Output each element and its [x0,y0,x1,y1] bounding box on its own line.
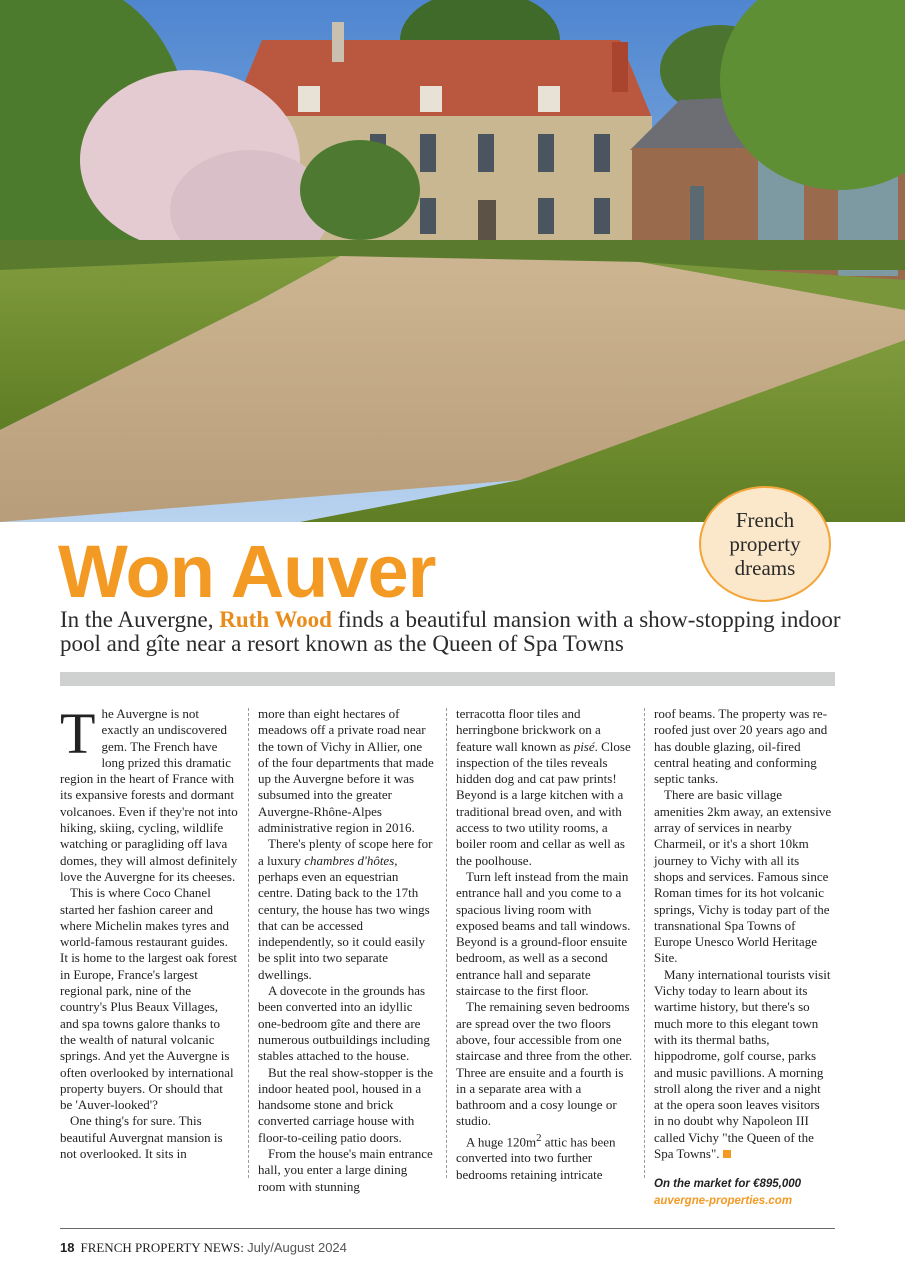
body-paragraph: There are basic village amenities 2km away, an extensive array of services in nearby Charmeil, or it's a short 10km journey to Vichy with all its shops and services. Famous since Roman times for its hot volcanic springs, Vichy is today part of the transnational Spa Towns of Europe Unesco World Heritage Site. [654,787,832,966]
column-separator [644,708,645,1178]
page-footer [60,1239,347,1257]
body-paragraph: Turn left instead from the main entrance hall and you come to a spacious living room with exposed beams and tall windows. Beyond is a ground-floor ensuite bedroom, as well as a second entrance hall and separate staircase to the first floor. [456,868,631,999]
badge-text: French property dreams [729,508,801,580]
body-paragraph: This is where Coco Chanel started her fashion career and where Michelin makes tyres and world-famous restaurant guides. It is home to the largest oak forest in Europe, France's largest regional park, nine of the country's Plus Beaux Villages, and spa towns galore thanks to the wealth of natural volcanic springs. And yet the Auvergne is often overlooked by international property buyers. Or should that be 'Auver-looked'? [60,885,238,1113]
page-number: 18 [60,1240,75,1255]
italic-term: pisé [573,738,595,754]
standfirst-after: finds a beautiful mansion with a show-stopping indoor pool and gîte near a resort known as the Queen of Spa Towns [60,607,841,656]
magazine-name: FRENCH PROPERTY NEWS: [80,1240,244,1255]
body-column-3 [456,706,634,1183]
section-badge [699,486,831,602]
body-column-1 [60,701,238,1162]
paragraph-text: terracotta floor tiles and herringbone brickwork on a feature wall known as [456,706,601,754]
body-paragraph [258,836,436,983]
body-paragraph [456,706,634,869]
header-divider [60,672,835,686]
body-paragraph: The remaining seven bedrooms are spread over the two floors above, four accessible from one staircase and three from the other. Three are ensuite and a fourth is in a separate area with a bathroom and a cosy lounge or studio. [456,999,633,1129]
body-paragraph [654,967,832,1163]
paragraph-text: Many international tourists visit Vichy today to learn about its wartime history, but there's so much more to this elegant town with its thermal baths, hippodrome, golf course, parks and music pavillions. A morning stroll along the river and a night at the opera soon leaves visitors in no doubt why Napoleon III called Vichy "the Queen of the Spa Towns". [654,966,831,1162]
body-paragraph: roof beams. The property was re-roofed just over 20 years ago and has double glazing, oil-fired central heating and conforming septic tanks. [654,706,828,787]
hero-photo [0,0,905,522]
manor-house-photo [0,0,905,522]
paragraph-text: he Auvergne is not exactly an undiscovered gem. The French have long prized this dramatic region in the heart of France with its expansive forests and dormant volcanoes. Even if they're not into hiking, skiing, cycling, wildlife watching or paragliding off lava domes, they will almost definitely love the Auvergne for its cheeses. [60,706,238,884]
article-headline: Won Auver [58,530,436,613]
end-mark-icon [723,1150,731,1158]
body-paragraph: But the real show-stopper is the indoor heated pool, housed in a handsome stone and brick converted carriage house with floor-to-ceiling patio doors. [258,1064,433,1145]
standfirst [60,608,850,656]
author-name: Ruth Wood [219,607,332,632]
paragraph-text: attic has been converted into two further bedrooms retaining intricate [456,1134,616,1182]
paragraph-text: There's plenty of scope here for a luxury [258,836,433,868]
body-paragraph [60,701,238,885]
body-paragraph: One thing's for sure. This beautiful Auvergnat mansion is not overlooked. It sits in [60,1113,223,1162]
market-price: On the market for €895,000 [654,1178,802,1191]
body-paragraph [456,1130,634,1183]
agent-website-link[interactable]: auvergne-properties.com [654,1194,793,1207]
body-paragraph: A dovecote in the grounds has been converted into an idyllic one-bedroom gîte and there are numerous outbuildings including stables attached to the house. [258,983,430,1064]
drop-cap: T [60,701,96,766]
body-column-2 [258,706,436,1195]
paragraph-text: . Close inspection of the tiles reveals hidden dog and cat paw prints! Beyond is a large kitchen with a traditional bread oven, and with access to two utility rooms, a boiler room and cellar as well as the poolhouse. [456,738,631,868]
body-paragraph: more than eight hectares of meadows off a private road near the town of Vichy in Allier, one of the four departments that made up the Auvergne before it was subsumed into the greater Auvergne-Rhône-Alpes administrative region in 2016. [258,706,434,836]
footer-rule [60,1228,835,1229]
standfirst-before: In the Auvergne, [60,607,220,632]
paragraph-text: A huge 120m [466,1134,537,1150]
column-separator [248,708,249,1178]
body-paragraph: From the house's main entrance hall, you enter a large dining room with stunning [258,1146,433,1194]
body-column-4 [654,706,832,1209]
paragraph-text: , perhaps even an equestrian centre. Dating back to the 17th century, the house has two wings that can be accessed independently, so it could easily be split into two separate dwellings. [258,852,430,982]
italic-term: chambres d'hôtes [304,852,395,868]
superscript: 2 [536,1131,542,1144]
issue-date: July/August 2024 [247,1240,347,1255]
column-separator [446,708,447,1178]
market-info [654,1176,832,1209]
